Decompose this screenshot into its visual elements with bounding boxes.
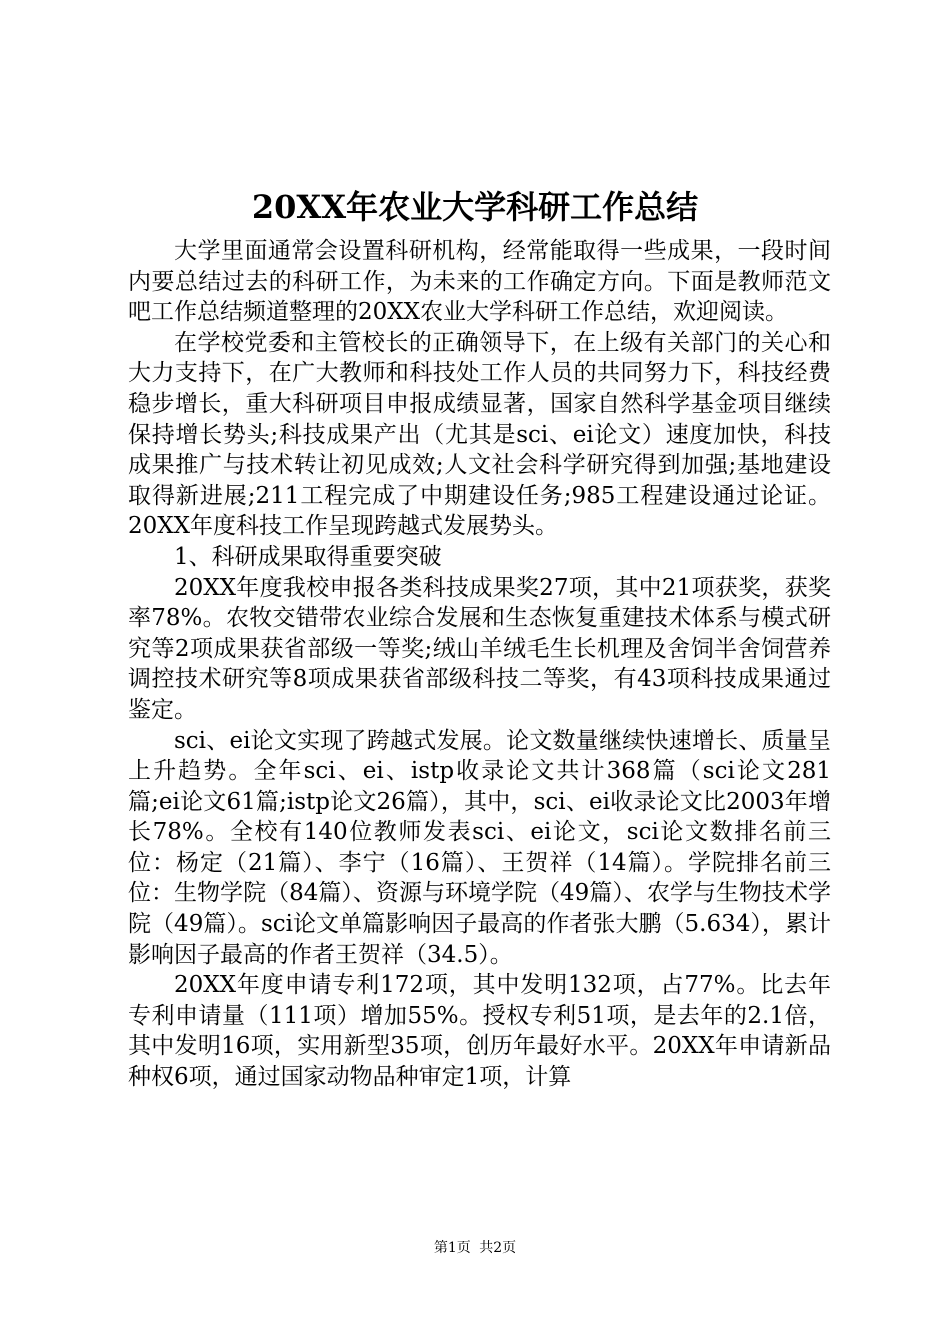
section-heading: 1、科研成果取得重要突破 <box>174 543 442 570</box>
paragraph-intro: 大学里面通常会设置科研机构，经常能取得一些成果，一段时间内要总结过去的科研工作，为未来的工作确定方向。下面是教师范文吧工作总结频道整理的20XX农业大学科研工作总结，欢迎阅读。 <box>128 238 831 326</box>
document-body <box>128 236 831 1093</box>
paragraph-overview: 在学校党委和主管校长的正确领导下，在上级有关部门的关心和大力支持下，在广大教师和科技处工作人员的共同努力下，科技经费稳步增长，重大科研项目申报成绩显著，国家自然科学基金项目继续保持增长势头;科技成果产出（尤其是sci、ei论文）速度加快，科技成果推广与技术转让初见成效;人文社会科学研究得到加强;基地建设取得新进展;211工程完成了中期建设任务;985工程建设通过论证。20XX年度科技工作呈现跨越式发展势头。 <box>128 329 831 540</box>
page-footer <box>0 1238 950 1258</box>
paragraph-patents: 20XX年度申请专利172项，其中发明132项，占77%。比去年专利申请量（111项）增加55%。授权专利51项，是去年的2.1倍，其中发明16项，实用新型35项，创历年最好水平。20XX年申请新品种权6项，通过国家动物品种审定1项，计算 <box>128 972 831 1091</box>
paragraph-awards: 20XX年度我校申报各类科技成果奖27项，其中21项获奖，获奖率78%。农牧交错带农业综合发展和生态恢复重建技术体系与模式研究等2项成果获省部级一等奖;绒山羊绒毛生长机理及舍饲半舍饲营养调控技术研究等8项成果获省部级科技二等奖，有43项科技成果通过鉴定。 <box>128 574 831 723</box>
page-number: 第1页 <box>433 1240 471 1256</box>
paragraph-papers: sci、ei论文实现了跨越式发展。论文数量继续快速增长、质量呈上升趋势。全年sci、ei、istp收录论文共计368篇（sci论文281篇;ei论文61篇;istp论文26篇），其中，sci、ei收录论文比2003年增长78%。全校有140位教师发表sci、ei论文，sci论文数排名前三位：杨定（21篇）、李宁（16篇）、王贺祥（14篇）。学院排名前三位：生物学院（84篇）、资源与环境学院（49篇）、农学与生物技术学院（49篇）。sci论文单篇影响因子最高的作者张大鹏（5.634），累计影响因子最高的作者王贺祥（34.5）。 <box>128 727 831 968</box>
document-title: 20XX年农业大学科研工作总结 <box>251 188 699 226</box>
page-total: 共2页 <box>479 1240 517 1256</box>
